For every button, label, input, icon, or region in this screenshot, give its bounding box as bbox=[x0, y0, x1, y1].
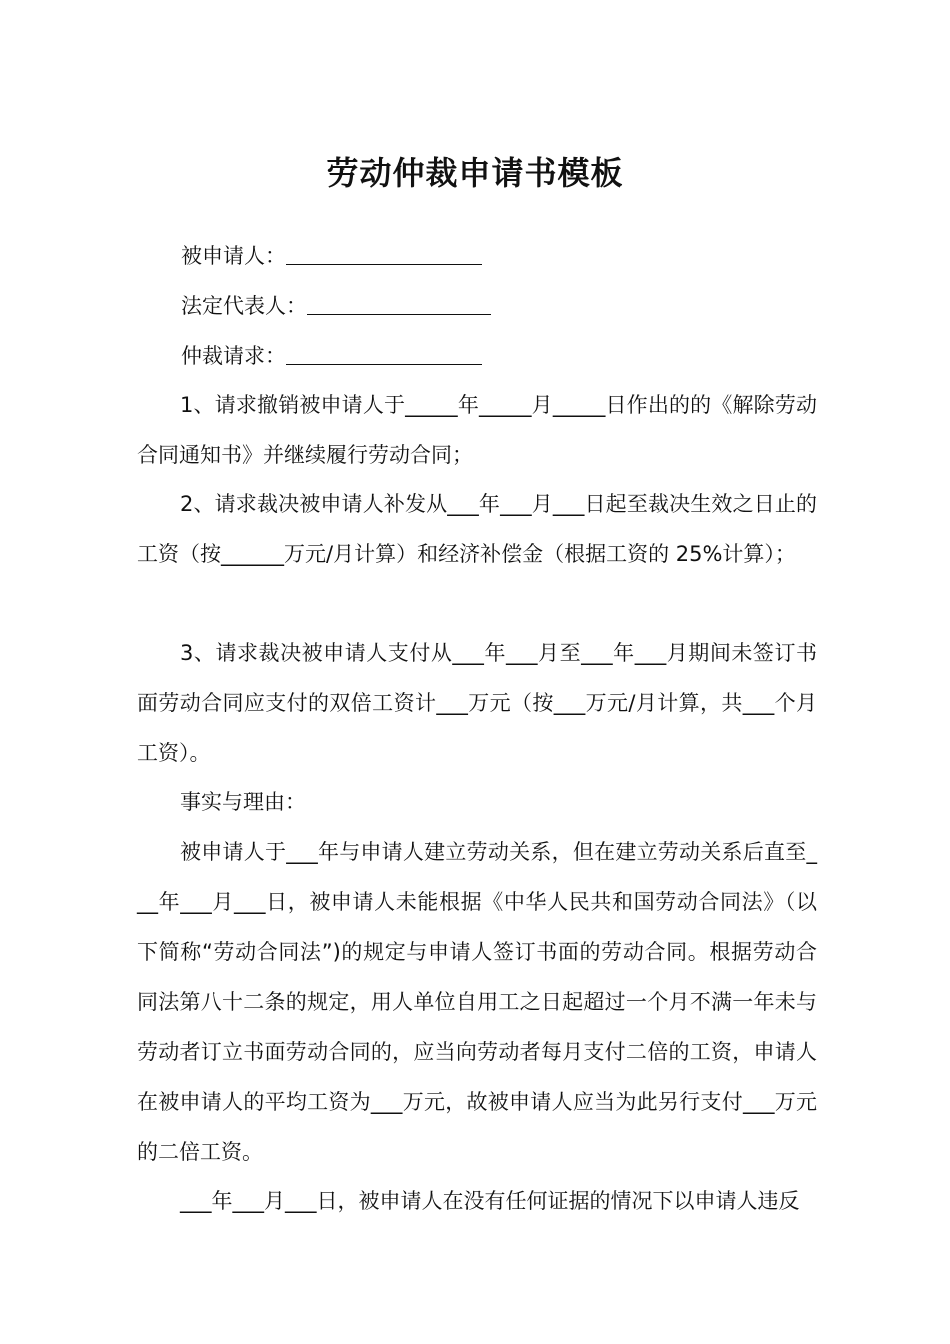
facts-paragraph-2: ___年___月___日，被申请人在没有任何证据的情况下以申请人违反 bbox=[180, 1189, 800, 1213]
document-title: 劳动仲裁申请书模板 bbox=[326, 154, 624, 192]
respondent-field bbox=[181, 241, 482, 271]
legal-rep-label: 法定代表人： bbox=[181, 294, 307, 318]
claim-item-2: 2、请求裁决被申请人补发从___年___月___日起至裁决生效之日止的工资（按______万元/月计算）和经济补偿金（根据工资的 25%计算）； bbox=[137, 492, 817, 566]
claims-field bbox=[181, 341, 482, 371]
claim-item-1: 1、请求撤销被申请人于_____年_____月_____日作出的的《解除劳动合同通知书》并继续履行劳动合同； bbox=[137, 393, 817, 467]
facts-paragraph-1: 被申请人于___年与申请人建立劳动关系，但在建立劳动关系后直至___年___月___日，被申请人未能根据《中华人民共和国劳动合同法》（以下简称“劳动合同法”)的规定与申请人签订书面的劳动合同。根据劳动合同法第八十二条的规定，用人单位自用工之日起超过一个月不满一年未与劳动者订立书面劳动合同的，应当向劳动者每月支付二倍的工资，申请人在被申请人的平均工资为___万元，故被申请人应当为此另行支付___万元的二倍工资。 bbox=[137, 840, 817, 1164]
legal-rep-blank-line bbox=[307, 292, 491, 315]
respondent-blank-line bbox=[286, 242, 482, 265]
claims-blank-line bbox=[286, 342, 482, 365]
legal-rep-field bbox=[181, 291, 491, 321]
claims-label: 仲裁请求： bbox=[181, 344, 286, 368]
respondent-label: 被申请人： bbox=[181, 244, 286, 268]
claim-item-3: 3、请求裁决被申请人支付从___年___月至___年___月期间未签订书面劳动合同应支付的双倍工资计___万元（按___万元/月计算，共___个月工资）。 bbox=[137, 641, 817, 765]
facts-label: 事实与理由： bbox=[180, 790, 306, 814]
